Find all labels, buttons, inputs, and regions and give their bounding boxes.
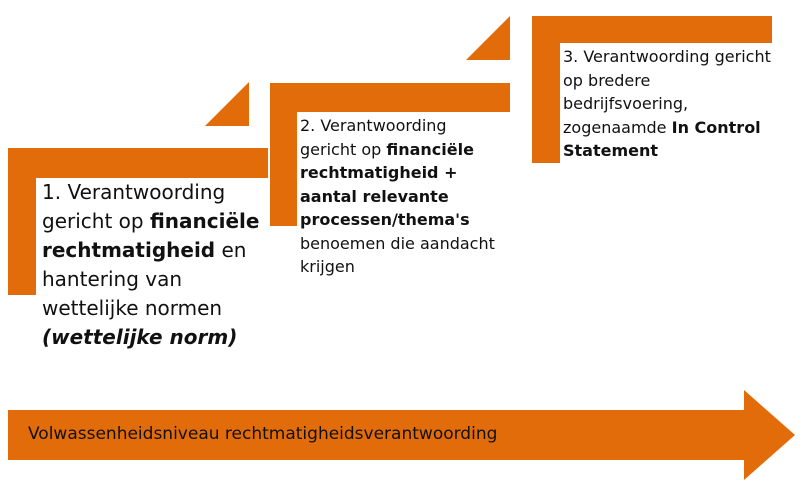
- step-text-part: 3. Verantwoording gericht op bredere bedrijfsvoering, zogenaamde: [563, 47, 771, 137]
- step-text-part: benoemen die aandacht krijgen: [300, 233, 495, 276]
- step3-text: [563, 45, 773, 163]
- step-text-part: In Control Statement: [563, 117, 761, 160]
- maturity-arrow-label: Volwassenheidsniveau rechtmatigheidsverantwoording: [28, 424, 498, 444]
- step2-corner-triangle: [466, 16, 510, 60]
- step2-text: [300, 114, 500, 279]
- step-text-part: en hantering van wettelijke normen: [42, 238, 247, 320]
- step-text-part: financiële rechtmatigheid: [42, 209, 260, 262]
- step-text-part: 2. Verantwoording gericht op: [300, 116, 447, 159]
- step-text-part: (wettelijke norm): [42, 325, 238, 349]
- step1-corner-triangle: [205, 82, 249, 126]
- step-text-part: financiële rechtmatigheid + aantal relevante processen/thema's: [300, 139, 474, 229]
- step1-text: [42, 178, 262, 352]
- step-text-part: 1. Verantwoording gericht op: [42, 180, 226, 233]
